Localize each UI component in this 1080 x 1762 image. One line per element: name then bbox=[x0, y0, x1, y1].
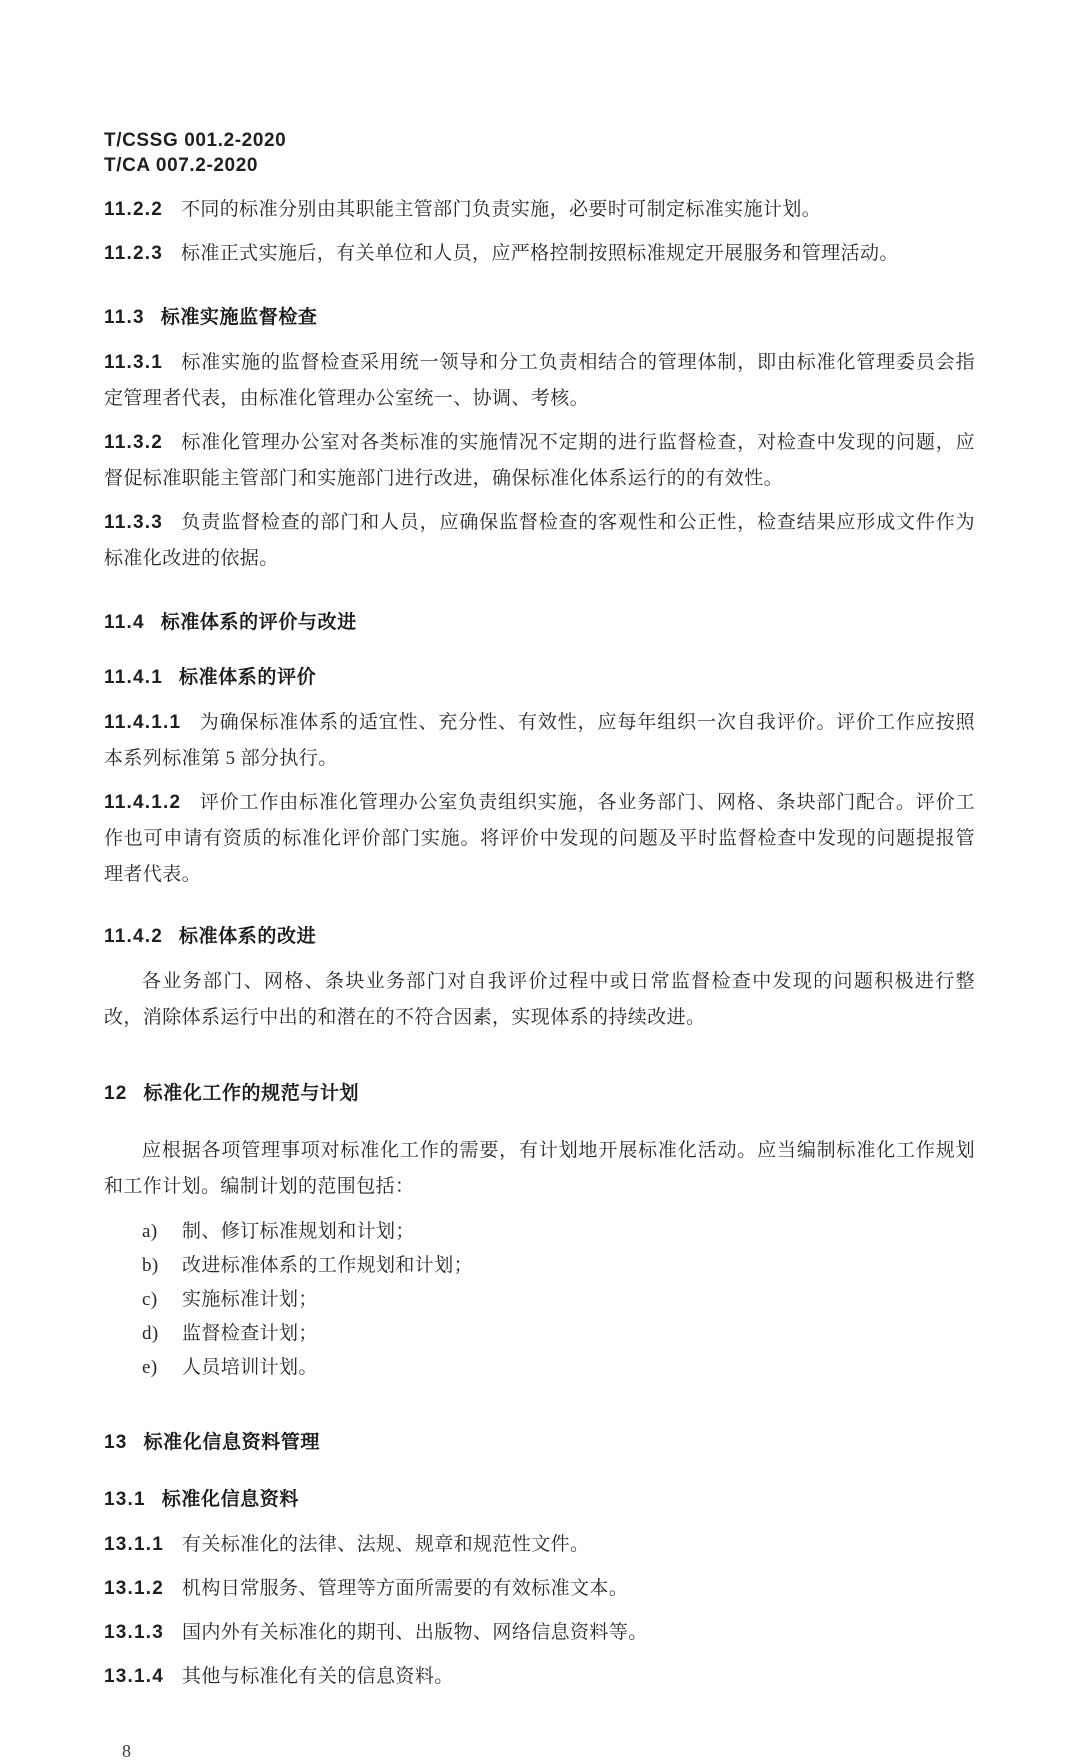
list-item-text: 改进标准体系的工作规划和计划； bbox=[182, 1255, 474, 1276]
page-number: 8 bbox=[122, 1741, 131, 1761]
clause-number: 13.1.3 bbox=[104, 1622, 165, 1643]
clause-number: 11.4.1.2 bbox=[104, 792, 182, 813]
heading-text: 标准体系的评价 bbox=[178, 667, 317, 688]
clause-number: 13.1.1 bbox=[104, 1534, 165, 1555]
section-heading-13-1 bbox=[104, 1484, 975, 1511]
doc-code-line-2: T/CA 007.2-2020 bbox=[104, 155, 259, 176]
clause-number: 13.1.4 bbox=[104, 1666, 165, 1687]
clause-text: 标准实施的监督检查采用统一领导和分工负责相结合的管理体制，即由标准化管理委员会指定管理者代表，由标准化管理办公室统一、协调、考核。 bbox=[104, 352, 975, 409]
paragraph-12-body: 应根据各项管理事项对标准化工作的需要，有计划地开展标准化活动。应当编制标准化工作规划和工作计划。编制计划的范围包括： bbox=[104, 1140, 975, 1197]
clause-11-2-3 bbox=[104, 236, 975, 272]
list-item-label: d) bbox=[142, 1323, 159, 1344]
clause-number: 11.3.3 bbox=[104, 512, 163, 533]
heading-text: 标准化工作的规范与计划 bbox=[143, 1083, 360, 1104]
heading-text: 标准实施监督检查 bbox=[160, 307, 318, 328]
clause-text: 负责监督检查的部门和人员，应确保监督检查的客观性和公正性，检查结果应形成文件作为标准化改进的依据。 bbox=[104, 512, 975, 569]
clause-13-1-4 bbox=[104, 1659, 975, 1695]
list-item-text: 人员培训计划。 bbox=[182, 1357, 318, 1378]
clause-number: 11.3.1 bbox=[104, 352, 163, 373]
clause-text: 其他与标准化有关的信息资料。 bbox=[182, 1666, 454, 1687]
clause-13-1-3 bbox=[104, 1615, 975, 1651]
list-item-text: 监督检查计划； bbox=[182, 1323, 318, 1344]
section-heading-11-4-2 bbox=[104, 921, 975, 948]
section-heading-12 bbox=[104, 1078, 975, 1105]
clause-text: 国内外有关标准化的期刊、出版物、网络信息资料等。 bbox=[182, 1622, 648, 1643]
section-heading-13 bbox=[104, 1427, 975, 1454]
clause-11-3-1 bbox=[104, 345, 975, 417]
page-header bbox=[104, 128, 975, 178]
clause-13-1-1 bbox=[104, 1527, 975, 1563]
clause-number: 13.1.2 bbox=[104, 1578, 165, 1599]
section-heading-11-4-1 bbox=[104, 662, 975, 689]
clause-11-4-1-1 bbox=[104, 705, 975, 777]
clause-number: 11.2.3 bbox=[104, 243, 163, 264]
list-item-a bbox=[104, 1215, 975, 1249]
list-item-c bbox=[104, 1283, 975, 1317]
clause-11-2-2 bbox=[104, 192, 975, 228]
list-item-d bbox=[104, 1317, 975, 1351]
heading-number: 12 bbox=[104, 1083, 128, 1104]
clause-text: 标准化管理办公室对各类标准的实施情况不定期的进行监督检查，对检查中发现的问题，应督促标准职能主管部门和实施部门进行改进，确保标准化体系运行的的有效性。 bbox=[104, 432, 975, 489]
clause-text: 评价工作由标准化管理办公室负责组织实施，各业务部门、网格、条块部门配合。评价工作也可申请有资质的标准化评价部门实施。将评价中发现的问题及平时监督检查中发现的问题提报管理者代表。 bbox=[104, 792, 975, 885]
list-item-label: c) bbox=[142, 1289, 158, 1310]
heading-text: 标准体系的改进 bbox=[178, 926, 317, 947]
list-item-label: a) bbox=[142, 1221, 158, 1242]
clause-11-4-1-2 bbox=[104, 785, 975, 893]
heading-number: 11.4 bbox=[104, 612, 145, 633]
list-item-e bbox=[104, 1351, 975, 1385]
clause-text: 机构日常服务、管理等方面所需要的有效标准文本。 bbox=[182, 1578, 629, 1599]
section-heading-11-4 bbox=[104, 607, 975, 634]
clause-text: 标准正式实施后，有关单位和人员，应严格控制按照标准规定开展服务和管理活动。 bbox=[180, 243, 899, 264]
heading-number: 11.3 bbox=[104, 307, 145, 328]
clause-number: 11.4.1.1 bbox=[104, 712, 182, 733]
heading-text: 标准化信息资料管理 bbox=[143, 1432, 320, 1453]
paragraph-11-4-2-body: 各业务部门、网格、条块业务部门对自我评价过程中或日常监督检查中发现的问题积极进行整改，消除体系运行中出的和潜在的不符合因素，实现体系的持续改进。 bbox=[104, 971, 975, 1028]
heading-number: 13.1 bbox=[104, 1489, 146, 1510]
heading-number: 11.4.2 bbox=[104, 926, 163, 947]
clause-text: 不同的标准分别由其职能主管部门负责实施，必要时可制定标准实施计划。 bbox=[180, 199, 822, 220]
list-item-text: 实施标准计划； bbox=[182, 1289, 318, 1310]
clause-text: 为确保标准体系的适宜性、充分性、有效性，应每年组织一次自我评价。评价工作应按照本系列标准第 5 部分执行。 bbox=[104, 712, 975, 769]
heading-number: 13 bbox=[104, 1432, 128, 1453]
list-item-b bbox=[104, 1249, 975, 1283]
section-heading-11-3 bbox=[104, 302, 975, 329]
list-item-label: e) bbox=[142, 1357, 158, 1378]
page-footer bbox=[104, 1741, 975, 1762]
list-item-text: 制、修订标准规划和计划； bbox=[182, 1221, 415, 1242]
heading-text: 标准体系的评价与改进 bbox=[160, 612, 357, 633]
clause-11-3-3 bbox=[104, 505, 975, 577]
list-item-label: b) bbox=[142, 1255, 159, 1276]
clause-13-1-2 bbox=[104, 1571, 975, 1607]
document-body bbox=[104, 192, 975, 1695]
clause-number: 11.3.2 bbox=[104, 432, 163, 453]
clause-number: 11.2.2 bbox=[104, 199, 163, 220]
clause-11-3-2 bbox=[104, 425, 975, 497]
clause-text: 有关标准化的法律、法规、规章和规范性文件。 bbox=[182, 1534, 590, 1555]
doc-code-line-1: T/CSSG 001.2-2020 bbox=[104, 130, 287, 151]
heading-number: 11.4.1 bbox=[104, 667, 163, 688]
heading-text: 标准化信息资料 bbox=[161, 1489, 299, 1510]
